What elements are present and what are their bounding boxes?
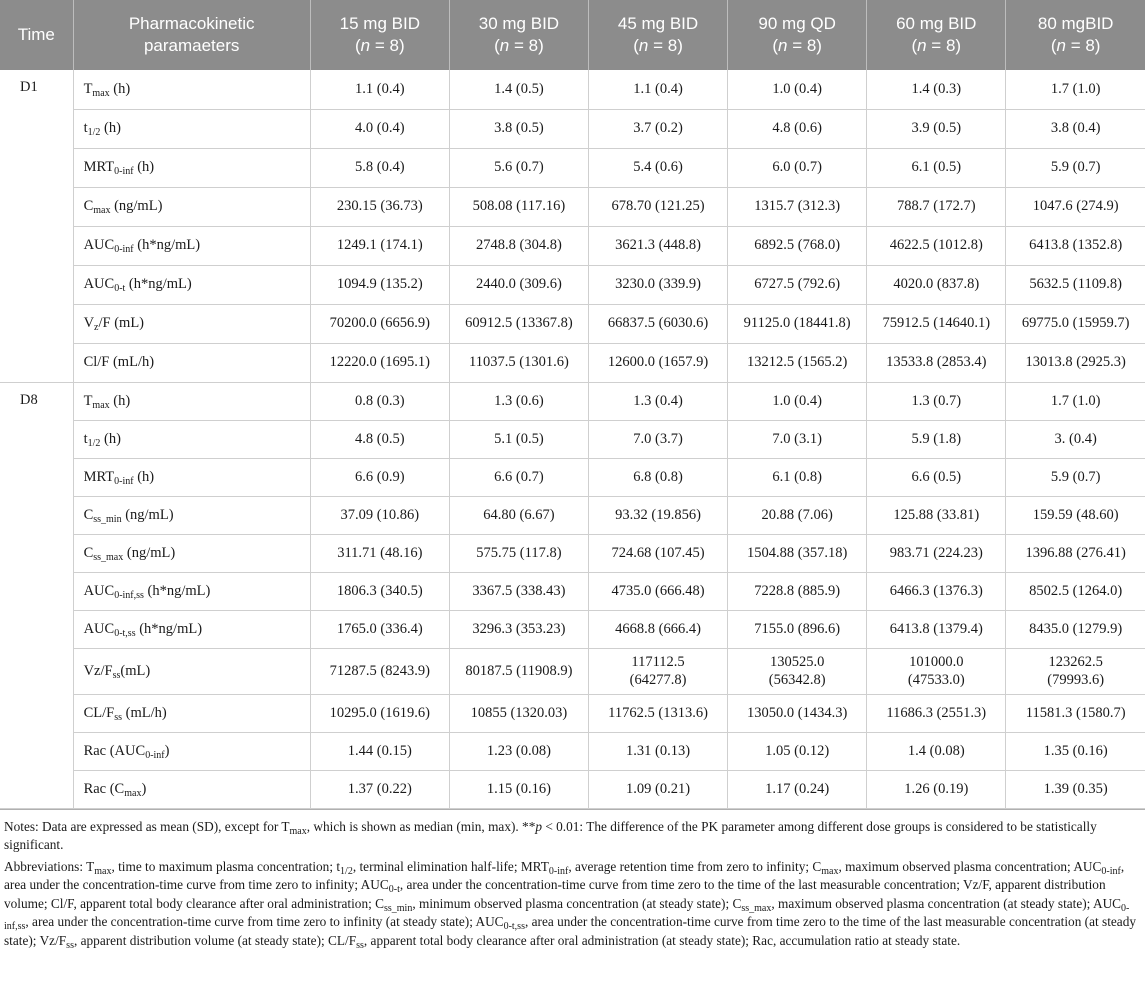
value-cell: 11762.5 (1313.6) xyxy=(588,694,727,732)
value-cell: 12600.0 (1657.9) xyxy=(588,343,727,382)
value-cell: 11686.3 (2551.3) xyxy=(867,694,1006,732)
value-cell: 10855 (1320.03) xyxy=(449,694,588,732)
value-cell: 1.09 (0.21) xyxy=(588,770,727,808)
value-cell: 6.8 (0.8) xyxy=(588,458,727,496)
value-cell: 1.05 (0.12) xyxy=(728,732,867,770)
header-dose-n: (n = 8) xyxy=(1050,36,1101,55)
abbreviations-text: Abbreviations: $T_{max}$, time to maximum plasma concentration; $t_{1/2}$, terminal elimination half-life; $MRT_{0-inf}$, average retention time from zero to infinity; $C_{max}$, maximum observed plasma concentration; $AUC_{0-inf}$, area under the concentration-time curve from time zero to infinity; $AUC_{0-t}$, area under the concentration-time curve from time zero to the time of the last measurable concentration; Vz/F, apparent distribution volume; Cl/F, apparent total body clearance after oral administration; $C_{ss\_min}$, minimum observed plasma concentration (at steady state); $C_{ss\_max}$, maximum observed plasma concentration (at steady state); $AUC_{0-inf,ss}$, area under the concentration-time curve from time zero to infinity (at steady state); $AUC_{0-t,ss}$, area under the concentration-time curve from time zero to the time of the last measurable concentration (at steady state); $Vz/F_{ss}$, apparent distribution volume (at steady state); $CL/F_{ss}$, apparent total body clearance after oral administration (at steady state); Rac, accumulation ratio at steady state. xyxy=(4,858,1136,952)
value-cell: 11581.3 (1580.7) xyxy=(1006,694,1145,732)
value-cell: 1765.0 (336.4) xyxy=(310,610,449,648)
table-row xyxy=(0,109,1145,148)
value-cell: 37.09 (10.86) xyxy=(310,496,449,534)
value-cell: 6413.8 (1379.4) xyxy=(867,610,1006,648)
value-cell: 93.32 (19.856) xyxy=(588,496,727,534)
header-dose-5 xyxy=(867,0,1006,70)
table-row xyxy=(0,265,1145,304)
table-row xyxy=(0,70,1145,109)
value-cell: 724.68 (107.45) xyxy=(588,534,727,572)
parameter-cell: $MRT_{0-inf}$ (h) xyxy=(73,148,310,187)
value-cell: 10295.0 (1619.6) xyxy=(310,694,449,732)
table-row xyxy=(0,610,1145,648)
table-footnotes xyxy=(0,809,1145,951)
header-dose-label: 45 mg BID xyxy=(617,14,699,33)
value-cell: 13212.5 (1565.2) xyxy=(728,343,867,382)
table-row xyxy=(0,226,1145,265)
header-dose-1 xyxy=(310,0,449,70)
parameter-cell: $AUC_{0-t,ss}$ (h*ng/mL) xyxy=(73,610,310,648)
parameter-cell: $Vz/F_{ss}(mL)$ xyxy=(73,648,310,694)
value-cell: 1.17 (0.24) xyxy=(728,770,867,808)
value-cell: 3.7 (0.2) xyxy=(588,109,727,148)
value-cell: 5.9 (0.7) xyxy=(1006,458,1145,496)
value-cell: 5.4 (0.6) xyxy=(588,148,727,187)
value-cell: 3.8 (0.5) xyxy=(449,109,588,148)
header-dose-4 xyxy=(728,0,867,70)
value-cell: 5.6 (0.7) xyxy=(449,148,588,187)
value-cell: 5.8 (0.4) xyxy=(310,148,449,187)
value-cell: 130525.0 (56342.8) xyxy=(728,648,867,694)
value-cell: 508.08 (117.16) xyxy=(449,187,588,226)
parameter-cell: $t_{1/2}$ (h) xyxy=(73,420,310,458)
parameter-cell: $C_{ss\_max}$ (ng/mL) xyxy=(73,534,310,572)
value-cell: 1.26 (0.19) xyxy=(867,770,1006,808)
value-cell: 6.6 (0.5) xyxy=(867,458,1006,496)
value-cell: 4668.8 (666.4) xyxy=(588,610,727,648)
table-row xyxy=(0,732,1145,770)
value-cell: 1.4 (0.5) xyxy=(449,70,588,109)
value-cell: 3621.3 (448.8) xyxy=(588,226,727,265)
value-cell: 7.0 (3.1) xyxy=(728,420,867,458)
header-dose-n: (n = 8) xyxy=(355,36,405,55)
value-cell: 13050.0 (1434.3) xyxy=(728,694,867,732)
value-cell: 1.1 (0.4) xyxy=(310,70,449,109)
header-dose-6 xyxy=(1006,0,1145,70)
value-cell: 12220.0 (1695.1) xyxy=(310,343,449,382)
value-cell: 91125.0 (18441.8) xyxy=(728,304,867,343)
table-row xyxy=(0,148,1145,187)
header-dose-label: 60 mg BID xyxy=(896,14,977,33)
value-cell: 4.8 (0.6) xyxy=(728,109,867,148)
value-cell: 7.0 (3.7) xyxy=(588,420,727,458)
value-cell: 7228.8 (885.9) xyxy=(728,572,867,610)
value-cell: 117112.5 (64277.8) xyxy=(588,648,727,694)
value-cell: 1.0 (0.4) xyxy=(728,70,867,109)
time-cell-d1: D1 xyxy=(0,70,73,382)
value-cell: 101000.0 (47533.0) xyxy=(867,648,1006,694)
parameter-cell: $MRT_{0-inf}$ (h) xyxy=(73,458,310,496)
value-cell: 788.7 (172.7) xyxy=(867,187,1006,226)
header-dose-3 xyxy=(588,0,727,70)
table-row xyxy=(0,304,1145,343)
value-cell: 1.3 (0.4) xyxy=(588,382,727,420)
table-row xyxy=(0,420,1145,458)
value-cell: 125.88 (33.81) xyxy=(867,496,1006,534)
value-cell: 80187.5 (11908.9) xyxy=(449,648,588,694)
parameter-cell: $t_{1/2}$ (h) xyxy=(73,109,310,148)
table-row xyxy=(0,694,1145,732)
value-cell: 311.71 (48.16) xyxy=(310,534,449,572)
value-cell: 3.8 (0.4) xyxy=(1006,109,1145,148)
value-cell: 4.0 (0.4) xyxy=(310,109,449,148)
table-body xyxy=(0,70,1145,808)
value-cell: 1.7 (1.0) xyxy=(1006,382,1145,420)
value-cell: 3.9 (0.5) xyxy=(867,109,1006,148)
value-cell: 4.8 (0.5) xyxy=(310,420,449,458)
value-cell: 6.1 (0.8) xyxy=(728,458,867,496)
header-time: Time xyxy=(0,0,73,70)
parameter-cell: $T_{max}$ (h) xyxy=(73,382,310,420)
header-parameter xyxy=(73,0,310,70)
table-row xyxy=(0,572,1145,610)
value-cell: 2748.8 (304.8) xyxy=(449,226,588,265)
parameter-cell: $C_{ss\_min}$ (ng/mL) xyxy=(73,496,310,534)
header-dose-n: (n = 8) xyxy=(772,36,822,55)
value-cell: 1396.88 (276.41) xyxy=(1006,534,1145,572)
table-header xyxy=(0,0,1145,70)
value-cell: 69775.0 (15959.7) xyxy=(1006,304,1145,343)
value-cell: 575.75 (117.8) xyxy=(449,534,588,572)
value-cell: 3367.5 (338.43) xyxy=(449,572,588,610)
value-cell: 230.15 (36.73) xyxy=(310,187,449,226)
value-cell: 1249.1 (174.1) xyxy=(310,226,449,265)
value-cell: 4622.5 (1012.8) xyxy=(867,226,1006,265)
value-cell: 1806.3 (340.5) xyxy=(310,572,449,610)
header-dose-label: 15 mg BID xyxy=(339,14,420,33)
value-cell: 5.1 (0.5) xyxy=(449,420,588,458)
value-cell: 8502.5 (1264.0) xyxy=(1006,572,1145,610)
header-dose-label: 30 mg BID xyxy=(478,14,560,33)
value-cell: 6.0 (0.7) xyxy=(728,148,867,187)
value-cell: 983.71 (224.23) xyxy=(867,534,1006,572)
parameter-cell: $AUC_{0-t}$ (h*ng/mL) xyxy=(73,265,310,304)
value-cell: 4020.0 (837.8) xyxy=(867,265,1006,304)
value-cell: 6892.5 (768.0) xyxy=(728,226,867,265)
value-cell: 2440.0 (309.6) xyxy=(449,265,588,304)
header-dose-n: (n = 8) xyxy=(911,36,962,55)
value-cell: 1.15 (0.16) xyxy=(449,770,588,808)
value-cell: 1094.9 (135.2) xyxy=(310,265,449,304)
header-parameter-line2: paramaeters xyxy=(143,36,240,55)
value-cell: 4735.0 (666.48) xyxy=(588,572,727,610)
value-cell: 1315.7 (312.3) xyxy=(728,187,867,226)
value-cell: 1.1 (0.4) xyxy=(588,70,727,109)
value-cell: 6727.5 (792.6) xyxy=(728,265,867,304)
value-cell: 1.3 (0.6) xyxy=(449,382,588,420)
value-cell: 1.35 (0.16) xyxy=(1006,732,1145,770)
table-row xyxy=(0,534,1145,572)
value-cell: 1.7 (1.0) xyxy=(1006,70,1145,109)
value-cell: 13533.8 (2853.4) xyxy=(867,343,1006,382)
value-cell: 13013.8 (2925.3) xyxy=(1006,343,1145,382)
value-cell: 1047.6 (274.9) xyxy=(1006,187,1145,226)
value-cell: 1.0 (0.4) xyxy=(728,382,867,420)
table-row xyxy=(0,770,1145,808)
parameter-cell: $CL/F_{ss}$ (mL/h) xyxy=(73,694,310,732)
value-cell: 1.4 (0.3) xyxy=(867,70,1006,109)
value-cell: 75912.5 (14640.1) xyxy=(867,304,1006,343)
value-cell: 1.23 (0.08) xyxy=(449,732,588,770)
notes-text: Notes: Data are expressed as mean (SD), except for $T_{max}$, which is shown as median (min, max). **p < 0.01: The difference of the PK parameter among different dose groups is considered to be statistically significant. xyxy=(4,818,1097,853)
parameter-cell: $V_z/F$ (mL) xyxy=(73,304,310,343)
parameter-cell: $AUC_{0-inf,ss}$ (h*ng/mL) xyxy=(73,572,310,610)
table-row xyxy=(0,343,1145,382)
value-cell: 5.9 (0.7) xyxy=(1006,148,1145,187)
table-row xyxy=(0,648,1145,694)
parameter-cell: Rac $(AUC_{0-inf})$ xyxy=(73,732,310,770)
value-cell: 1504.88 (357.18) xyxy=(728,534,867,572)
value-cell: 7155.0 (896.6) xyxy=(728,610,867,648)
value-cell: 66837.5 (6030.6) xyxy=(588,304,727,343)
value-cell: 159.59 (48.60) xyxy=(1006,496,1145,534)
value-cell: 1.4 (0.08) xyxy=(867,732,1006,770)
value-cell: 8435.0 (1279.9) xyxy=(1006,610,1145,648)
value-cell: 1.31 (0.13) xyxy=(588,732,727,770)
header-dose-2 xyxy=(449,0,588,70)
parameter-cell: Cl/F (mL/h) xyxy=(73,343,310,382)
header-parameter-line1: Pharmacokinetic xyxy=(128,14,255,33)
value-cell: 70200.0 (6656.9) xyxy=(310,304,449,343)
value-cell: 3296.3 (353.23) xyxy=(449,610,588,648)
value-cell: 71287.5 (8243.9) xyxy=(310,648,449,694)
header-dose-n: (n = 8) xyxy=(494,36,544,55)
value-cell: 20.88 (7.06) xyxy=(728,496,867,534)
value-cell: 123262.5 (79993.6) xyxy=(1006,648,1145,694)
value-cell: 64.80 (6.67) xyxy=(449,496,588,534)
table-row xyxy=(0,382,1145,420)
value-cell: 1.44 (0.15) xyxy=(310,732,449,770)
value-cell: 6.6 (0.9) xyxy=(310,458,449,496)
value-cell: 5632.5 (1109.8) xyxy=(1006,265,1145,304)
value-cell: 3230.0 (339.9) xyxy=(588,265,727,304)
value-cell: 3. (0.4) xyxy=(1006,420,1145,458)
table-row xyxy=(0,187,1145,226)
parameter-cell: Rac $(C_{max})$ xyxy=(73,770,310,808)
table-row xyxy=(0,496,1145,534)
header-dose-label: 80 mgBID xyxy=(1037,14,1114,33)
time-cell-d8: D8 xyxy=(0,382,73,808)
value-cell: 6413.8 (1352.8) xyxy=(1006,226,1145,265)
value-cell: 6.1 (0.5) xyxy=(867,148,1006,187)
header-dose-label: 90 mg QD xyxy=(758,14,836,33)
value-cell: 1.37 (0.22) xyxy=(310,770,449,808)
value-cell: 6466.3 (1376.3) xyxy=(867,572,1006,610)
value-cell: 1.3 (0.7) xyxy=(867,382,1006,420)
value-cell: 60912.5 (13367.8) xyxy=(449,304,588,343)
header-dose-n: (n = 8) xyxy=(633,36,683,55)
parameter-cell: $T_{max}$ (h) xyxy=(73,70,310,109)
parameter-cell: $AUC_{0-inf}$ (h*ng/mL) xyxy=(73,226,310,265)
value-cell: 0.8 (0.3) xyxy=(310,382,449,420)
table-row xyxy=(0,458,1145,496)
value-cell: 5.9 (1.8) xyxy=(867,420,1006,458)
value-cell: 11037.5 (1301.6) xyxy=(449,343,588,382)
value-cell: 678.70 (121.25) xyxy=(588,187,727,226)
parameter-cell: $C_{max}$ (ng/mL) xyxy=(73,187,310,226)
value-cell: 6.6 (0.7) xyxy=(449,458,588,496)
value-cell: 1.39 (0.35) xyxy=(1006,770,1145,808)
